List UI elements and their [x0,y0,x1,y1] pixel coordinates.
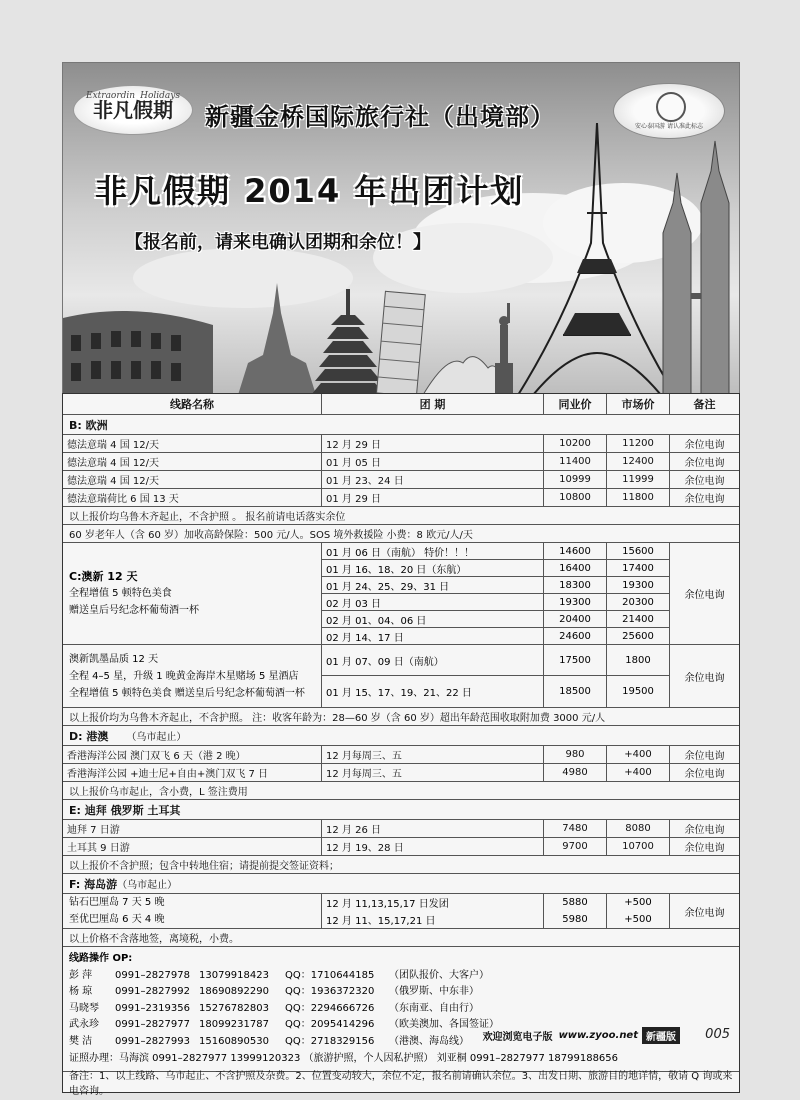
island-footnote: 以上价格不含落地签，离境税，小费。 [63,929,739,947]
tour-price-table [62,393,740,1098]
tour-date: 01 月 24、25、29、31 日 [322,577,544,593]
anz-remark: 余位电询 [684,590,725,601]
op-phone: 0991–2827978 [115,969,190,981]
trade-price: 20400 [544,611,607,627]
island-group [63,894,739,929]
remark: 余位电询 [684,494,725,505]
tour-date: 01 月 07、09 日（南航） [322,645,544,675]
section-hk-macau-origin: （乌市起止） [126,732,187,743]
op-mobile: 13079918423 [199,969,269,981]
anz-premium-group [63,645,739,708]
thailand-certification-logo [613,83,725,139]
trade-price: 7480 [544,820,607,837]
trade-price: 17500 [544,645,607,675]
route-name: 德法意瑞 4 国 12/天 [63,471,322,488]
section-islands [63,874,739,894]
market-price: +400 [607,746,670,763]
route-name: 土耳其 9 日游 [63,838,322,855]
footer-welcome: 欢迎浏览电子版 [482,1032,553,1043]
brand-logo-text: 非凡假期 [93,98,173,122]
section-islands-title: F: 海岛游 [69,877,118,891]
remark: 余位电询 [684,825,725,836]
tour-date: 01 月 15、17、19、21、22 日 [322,676,544,707]
section-islands-origin: （乌市起止） [117,880,178,891]
tour-date: 12 月 11、15,17,21 日 [322,911,544,928]
europe-note-1: 以上报价均乌鲁木齐起止，不含护照 。 报名前请电话落实余位 [63,507,739,525]
op-phone: 0991–2827993 [115,1035,190,1047]
anz-premium-route [63,645,322,707]
col-dates: 团 期 [322,394,544,414]
op-qq: QQ：2294666726 [285,1002,375,1014]
op-name: 彭 萍 [69,969,93,981]
europe-note-2: 60 岁老年人（含 60 岁）加收高龄保险：500 元/人。SOS 境外救援险 小费：8 欧元/人/天 [63,525,739,543]
footer-edition: 新疆版 [642,1027,680,1044]
brand-logo-en-left: Extraordin [86,91,136,101]
tour-date: 02 月 14、17 日 [322,628,544,644]
route-name: 香港海洋公园 澳门双飞 6 天（港 2 晚） [63,746,322,763]
operator-row [69,968,733,985]
anz-desc-1: 全程增值 5 顿特色美食 [69,588,172,599]
op-qq: QQ：2095414296 [285,1019,375,1031]
market-price: +400 [607,764,670,781]
route-name: 至优巴厘岛 6 天 4 晚 [69,914,165,925]
market-price: 1800 [607,645,670,675]
section-europe: B: 欧洲 [63,415,739,435]
op-mobile: 18099231787 [199,1019,269,1031]
tour-date: 12 月 26 日 [322,820,544,837]
anz-premium-desc-2: 全程增值 5 顿特色美食 赠送皇后号纪念杯葡萄酒一杯 [69,687,305,699]
market-price: 11999 [607,471,670,488]
mid-footnote: 以上报价不含护照；包含中转地住宿；请提前提交签证资料； [63,856,739,874]
tour-date: 01 月 23、24 日 [322,471,544,488]
agency-name: 新疆金桥国际旅行社（出境部） [205,103,555,131]
footer-url[interactable]: www.zyoo.net [558,1030,638,1041]
trade-price: 5980 [544,911,607,928]
page-footer [62,1027,738,1045]
tour-date: 01 月 16、18、20 日（东航） [322,560,544,576]
trade-price: 18300 [544,577,607,593]
remark: 余位电询 [684,843,725,854]
trade-price: 11400 [544,453,607,470]
table-row [63,764,739,782]
op-qq: QQ：1936372320 [285,986,375,998]
remark: 余位电询 [684,458,725,469]
table-row [63,471,739,489]
booking-notice: 【报名前，请来电确认团期和余位！】 [125,232,431,253]
market-price: 19500 [607,676,670,707]
brand-logo-en-right: Holidays [140,91,180,101]
op-qq: QQ：2718329156 [285,1035,375,1047]
market-price: +500 [607,911,670,928]
trade-price: 18500 [544,676,607,707]
table-row [63,838,739,856]
route-name: 德法意瑞 4 国 12/天 [63,435,322,452]
op-name: 杨 琼 [69,986,93,998]
remark: 余位电询 [684,476,725,487]
remark: 余位电询 [684,440,725,451]
hk-macau-footnote: 以上报价乌市起止，含小费，L 签注费用 [63,782,739,800]
anz-premium-desc-1: 全程 4–5 星，升级 1 晚黄金海岸木星赌场 5 星酒店 [69,670,299,682]
anz-route [63,543,322,644]
op-name: 武永珍 [69,1019,99,1031]
tour-date: 01 月 29 日 [322,489,544,506]
market-price: 11800 [607,489,670,506]
page-title: 非凡假期 2014 年出团计划 [95,172,525,210]
tour-date: 01 月 05 日 [322,453,544,470]
op-role: （团队报价、大客户） [389,969,489,981]
section-dubai-russia-turkey: E: 迪拜 俄罗斯 土耳其 [63,800,739,820]
table-row [63,489,739,507]
remark: 余位电询 [684,769,725,780]
anz-desc-2: 赠送皇后号纪念杯葡萄酒一杯 [69,605,199,616]
route-name: 德法意瑞 4 国 12/天 [63,453,322,470]
market-price: 20300 [607,594,670,610]
tour-date: 12 月 11,13,15,17 日发团 [322,894,544,911]
trade-price: 24600 [544,628,607,644]
market-price: 8080 [607,820,670,837]
trade-price: 4980 [544,764,607,781]
island-remark: 余位电询 [684,907,725,919]
op-name: 马晓琴 [69,1002,99,1014]
anz-premium-dates [322,645,670,707]
tour-date: 12 月 29 日 [322,435,544,452]
market-price: 12400 [607,453,670,470]
table-row [63,746,739,764]
remark: 余位电询 [684,751,725,762]
route-name: 迪拜 7 日游 [63,820,322,837]
operator-row [69,984,733,1001]
op-phone: 0991–2319356 [115,1002,190,1014]
op-role: （欧美澳加、各国签证） [389,1019,499,1031]
table-row [63,453,739,471]
tour-date: 12 月 19、28 日 [322,838,544,855]
op-mobile: 15276782803 [199,1002,269,1014]
table-row [63,820,739,838]
op-mobile: 18690892290 [199,986,269,998]
col-remark: 备注 [693,398,716,411]
anz-group [63,543,739,645]
market-price: 19300 [607,577,670,593]
op-phone: 0991–2827992 [115,986,190,998]
trade-price: 10800 [544,489,607,506]
certification-emblem-icon [656,92,686,122]
tour-date: 01 月 06 日（南航） 特价！！！ [322,543,544,559]
col-trade-price: 同业价 [544,394,607,414]
op-role: （俄罗斯、中东非） [389,986,479,998]
op-role: （港澳、海岛线） [389,1035,469,1047]
op-qq: QQ：1710644185 [285,969,375,981]
tour-date: 12 月每周三、五 [322,764,544,781]
operators-contact [63,947,739,1072]
market-price: 15600 [607,543,670,559]
visa-contact: 证照办理：马海滨 0991–2827977 13999120323 （旅游护照，个人因私护照） 刘亚桐 0991–2827977 18799188656 [69,1052,619,1064]
header-banner [62,62,740,396]
page-number: 005 [705,1027,730,1042]
anz-premium-title: 澳新凯墨品质 12 天 [69,653,159,665]
op-name: 樊 洁 [69,1035,93,1047]
general-remark: 备注：1、以上线路、乌市起止、不含护照及杂费。2、位置变动较大，余位不定，报名前请确认余位。3、出发日期、旅游目的地详情，敬请 Q 询或来电咨询。 [69,1071,733,1098]
op-mobile: 15160890530 [199,1035,269,1047]
section-hk-macau [63,726,739,746]
tour-date: 02 月 03 日 [322,594,544,610]
footer-banner [483,1027,680,1044]
trade-price: 19300 [544,594,607,610]
col-market-price: 市场价 [607,394,670,414]
route-name: 钻石巴厘岛 7 天 5 晚 [69,897,165,908]
operator-row [69,1001,733,1018]
trade-price: 980 [544,746,607,763]
trade-price: 10200 [544,435,607,452]
trade-price: 16400 [544,560,607,576]
trade-price: 9700 [544,838,607,855]
op-phone: 0991–2827977 [115,1019,190,1031]
trade-price: 14600 [544,543,607,559]
market-price: +500 [607,894,670,911]
island-dates [322,894,670,928]
route-name: 德法意瑞荷比 6 国 13 天 [63,489,322,506]
tour-date: 02 月 01、04、06 日 [322,611,544,627]
table-row [63,435,739,453]
market-price: 21400 [607,611,670,627]
anz-footnote: 以上报价均为乌鲁木齐起止，不含护照。 注：收客年龄为：28—60 岁（含 60 岁）超出年龄范围收取附加费 3000 元/人 [63,708,739,726]
market-price: 10700 [607,838,670,855]
operators-title: 线路操作 OP: [69,953,133,964]
market-price: 11200 [607,435,670,452]
route-name: 香港海洋公园 +迪士尼+自由+澳门双飞 7 日 [63,764,322,781]
certification-slogan: 安心泰国游 请认准此标志 [635,123,703,130]
op-role: （东南亚、自由行） [389,1002,479,1014]
anz-premium-remark: 余位电询 [684,672,725,684]
market-price: 17400 [607,560,670,576]
anz-dates [322,543,670,644]
brand-logo [73,85,193,135]
anz-title: C:澳新 12 天 [69,570,138,583]
trade-price: 5880 [544,894,607,911]
island-routes [63,894,322,928]
col-route: 线路名称 [63,394,322,414]
trade-price: 10999 [544,471,607,488]
table-header [63,394,739,415]
tour-date: 12 月每周三、五 [322,746,544,763]
market-price: 25600 [607,628,670,644]
section-hk-macau-title: D: 港澳 [69,729,109,743]
